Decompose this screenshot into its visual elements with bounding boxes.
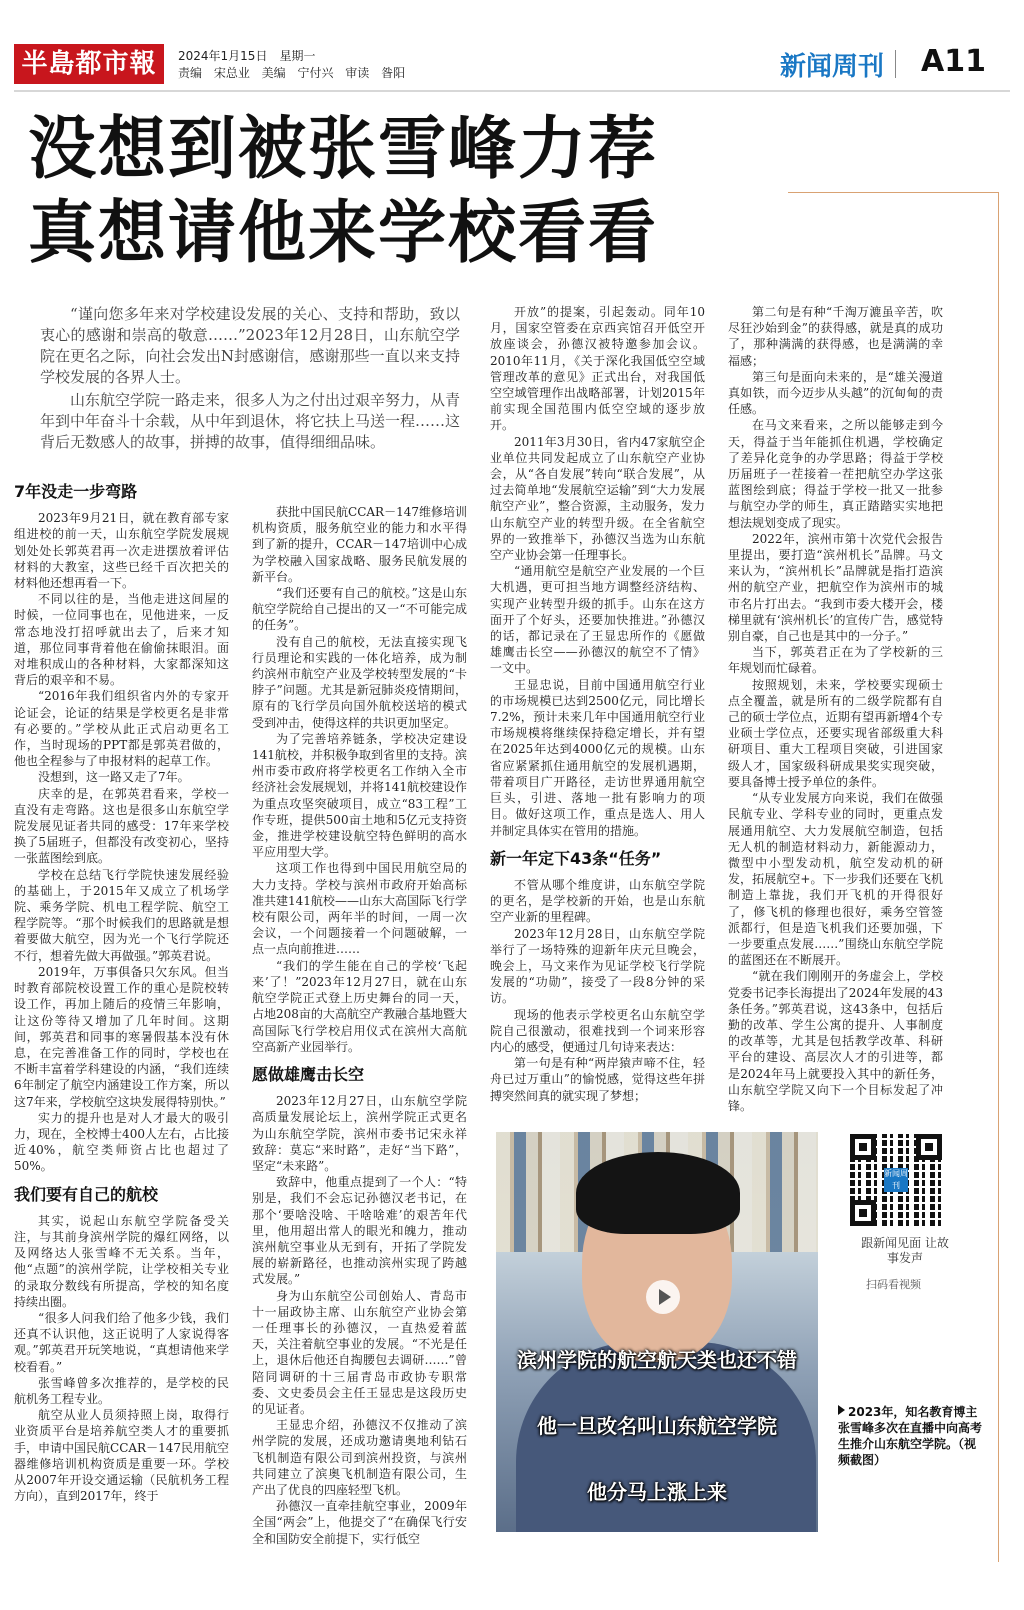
header-divider	[895, 50, 896, 78]
body-paragraph: “很多人问我们给了他多少钱，我们还真不认识他，这正说明了人家说得客观。”郭英君开玩笑地说，“真想请他来学校看看。”	[14, 1310, 229, 1374]
body-paragraph: 王显忠说，目前中国通用航空行业的市场规模已达到2500亿元，同比增长7.2%，预计未来几年中国通用航空行业市场规模将继续保持稳定增长，并有望在2025年达到4000亿元的规模。山东省应紧紧抓住通用航空的发展机遇期，带着项目广开路径，走访世界通用航空巨头，引进、落地一批有影响力的项目。做好这项工作，重点是选人、用人并制定具体实在管用的措施。	[490, 677, 705, 838]
body-paragraph: “2016年我们组织省内外的专家开论证会，论证的结果是学校更名是非常有必要的。”学校从此正式启动更名工作，当时现场的PPT都是郭英君做的，他也全程参与了申报材料的起草工作。	[14, 689, 229, 769]
body-paragraph: 其实，说起山东航空学院备受关注，与其前身滨州学院的爆红网络，以及网络达人张雪峰不无关系。当年，他“点题”的滨州学院，让学校相关专业的录取分数线有所提高，学校的知名度持续出圈。	[14, 1213, 229, 1309]
section-name: 新闻周刊	[779, 52, 884, 82]
subhead: 愿做雄鹰击长空	[252, 1064, 365, 1084]
body-paragraph: 获批中国民航CCAR－147维修培训机构资质，服务航空业的能力和水平得到了新的提升，CCAR－147培训中心成为学校融入国家战略、服务民航发展的新平台。	[252, 505, 467, 584]
caption-text: 2023年，知名教育博主张雪峰多次在直播中向高考生推介山东航空学院。（视频截图）	[838, 1405, 983, 1467]
body-paragraph: 现场的他表示学校更名山东航空学院自己很激动，很难找到一个词来形容内心的感受，便通过几句诗来表达：	[490, 1007, 705, 1054]
photo-caption	[838, 1404, 984, 1468]
video-screenshot	[496, 1132, 818, 1532]
page-number: A11	[921, 44, 986, 79]
body-paragraph: 张雪峰曾多次推荐的，是学校的民航机务工程专业。	[14, 1375, 229, 1406]
body-paragraph: 在马文来看来，之所以能够走到今天，得益于当年能抓住机遇，学校确定了差异化竞争的办学思路；得益于学校历届班子一茬接着一茬把航空办学这张蓝图绘到底；得益于学校一批又一批参与航空办学的师生，真正踏踏实实地把想法规划变成了现实。	[728, 418, 943, 530]
body-paragraph: “通用航空是航空产业发展的一个巨大机遇，更可担当地方调整经济结构、实现产业转型升级的抓手。山东在这方面开了个好头，还要加快推进。”孙德汉的话，都记录在了王显忠所作的《愿做雄鹰击长空——孙德汉的航空不了情》一文中。	[490, 564, 705, 676]
decorative-frame-right	[998, 192, 999, 1562]
body-paragraph: 身为山东航空公司创始人、青岛市十一届政协主席、山东航空产业协会第一任理事长的孙德汉，一直热爱着蓝天，关注着航空事业的发展。“不光是任上，退休后他还自掏腰包去调研……”曾陪同调研的十三届青岛市政协专职常委、文史委员会主任王显忠是这段历史的见证者。	[252, 1288, 467, 1416]
decorative-frame-top	[788, 192, 999, 193]
body-paragraph: 2023年12月28日，山东航空学院举行了一场特殊的迎新年庆元旦晚会，晚会上，马文来作为见证学校飞行学院发展的“功勋”，接受了一段8分钟的采访。	[490, 926, 705, 1006]
lead-paragraph: “谨向您多年来对学校建设发展的关心、支持和帮助，致以衷心的感谢和崇高的敬意……”2023年12月28日，山东航空学院在更名之际，向社会发出N封感谢信，感谢那些一直以来支持学校发展的各界人士。	[40, 305, 460, 386]
video-subtitle: 滨州学院的航空航天类也还不错	[517, 1348, 797, 1372]
body-paragraph: “从专业发展方向来说，我们在做强民航专业、学科专业的同时，更重点发展通用航空、大力发展航空制造，包括无人机的制造材料动力，新能源动力，微型中小型发动机，航空发动机的研发，拓展航空+。下一步我们还要在飞机制造上靠拢，我们开飞机的开得很好了，修飞机的修理也很好，乘务空管签派都行，但是造飞机我们还要加强，下一步要重点发展……”围绕山东航空学院的蓝图还在不断展开。	[728, 791, 943, 968]
body-paragraph: 王显忠介绍，孙德汉不仅推动了滨州学院的发展，还成功邀请奥地利钻石飞机制造有限公司到滨州投资，与滨州共同建立了滨奥飞机制造有限公司，生产出了优良的四座轻型飞机。	[252, 1418, 467, 1497]
body-paragraph: 这项工作也得到中国民用航空局的大力支持。学校与滨州市政府开始高标准共建141航校——山东大高国际飞行学校有限公司，两年半的时间，一周一次会议，一个问题接着一个问题破解，一点一点向前推进……	[252, 861, 467, 957]
qr-logo: 新闻周刊	[884, 1169, 908, 1190]
body-paragraph: 致辞中，他重点提到了一个人：“特别是，我们不会忘记孙德汉老书记，在那个‘要啥没啥、干啥啥难’的艰苦年代里，他用超出常人的眼光和魄力，推动滨州航空事业从无到有，开拓了学院发展的崭新路径，也推动滨州实现了跨越式发展。”	[252, 1175, 467, 1287]
play-icon[interactable]	[646, 1280, 680, 1314]
article-column-1	[14, 484, 229, 1504]
headline-line-1: 没想到被张雪峰力荐	[28, 110, 659, 189]
issue-date: 2024年1月15日 星期一	[178, 49, 316, 63]
headline-line-2: 真想请他来学校看看	[28, 194, 659, 273]
subhead: 7年没走一步弯路	[14, 482, 138, 501]
article-column-4	[728, 304, 943, 1114]
video-subtitle: 他分马上涨上来	[587, 1480, 727, 1504]
subhead: 新一年定下43条“任务”	[490, 848, 662, 868]
body-paragraph: 孙德汉一直牵挂航空事业，2009年全国“两会”上，他提交了“在确保飞行安全和国防安全前提下，实行低空	[252, 1499, 467, 1546]
body-paragraph: 当下，郭英君正在为了学校新的三年规划而忙碌着。	[728, 645, 943, 676]
masthead-logo: 半島都市報	[14, 44, 164, 84]
body-paragraph: 不管从哪个维度讲，山东航空学院的更名，是学校新的开始，也是山东航空产业新的里程碑。	[490, 877, 705, 925]
header-rule	[14, 90, 1010, 92]
body-paragraph: 没有自己的航校，无法直接实现飞行员理论和实践的一体化培养，成为制约滨州市航空产业及学校转型发展的“卡脖子”问题。尤其是新冠肺炎疫情期间，原有的飞行学员向国外航校送培的模式受到冲击，使得这样的共识更加坚定。	[252, 634, 467, 730]
article-column-3	[490, 304, 705, 1104]
person-hair	[576, 1152, 740, 1234]
body-paragraph: 庆幸的是，在郭英君看来，学校一直没有走弯路。这也是很多山东航空学院发展见证者共同的感受：17年来学校换了5届班子，但都没有改变初心，坚持一张蓝图绘到底。	[14, 786, 229, 866]
body-paragraph: 第三句是面向未来的，是“雄关漫道真如铁，而今迈步从头越”的沉甸甸的责任感。	[728, 369, 943, 417]
body-paragraph: 没想到，这一路又走了7年。	[38, 770, 190, 785]
body-paragraph: 不同以往的是，当他走进这间屋的时候，一位同事也在，见他进来，一反常态地没打招呼就出去了，后来才知道，那位同事背着他在偷偷抹眼泪。面对堆积成山的各种材料，大家都深知这背后的艰辛和不易。	[14, 592, 229, 688]
editor-credits: 责编 宋总业 美编 宁付兴 审读 昝阳	[178, 66, 406, 80]
body-paragraph: 2011年3月30日，省内47家航空企业单位共同发起成立了山东航空产业协会，从“各自发展”转向“联合发展”，从过去简单地“发展航空运输”到“大力发展航空产业”，整合资源，主动服务，发力山东航空产业的转型升级。在全省航空界的一致推举下，孙德汉当选为山东航空产业协会第一任理事长。	[490, 434, 705, 563]
body-paragraph: 为了完善培养链条，学校决定建设141航校，并积极争取到省里的支持。滨州市委市政府将学校更名工作纳入全市经济社会发展规划，并将141航校建设作为重点攻坚突破项目，成立“83工程”工作专班，提供500亩土地和5亿元支持资金，推进学校建设航空特色鲜明的高水平应用型大学。	[252, 731, 467, 860]
subhead: 我们要有自己的航校	[14, 1184, 159, 1204]
body-paragraph: “我们的学生能在自己的学校‘飞起来’了！”2023年12月27日，就在山东航空学院正式登上历史舞台的同一天，占地208亩的大高航空产教融合基地暨大高国际飞行学校启用仪式在滨州大高航空高新产业园举行。	[252, 958, 467, 1054]
lead-paragraph: 山东航空学院一路走来，很多人为之付出过艰辛努力，从青年到中年奋斗十余载，从中年到退休，将它扶上马送一程……这背后无数感人的故事，拼搏的故事，值得细细品味。	[40, 391, 461, 451]
body-paragraph: 第二句是有种“千淘万漉虽辛苦，吹尽狂沙始到金”的获得感，就是真的成功了，那种满满的获得感，也是满满的幸福感；	[728, 305, 943, 368]
body-paragraph: 实力的提升也是对人才最大的吸引力，现在，全校博士400人左右，占比接近40%，航空类师资占比也超过了50%。	[14, 1110, 229, 1174]
body-paragraph: 2022年，滨州市第十次党代会报告里提出，要打造“滨州机长”品牌。马文来认为，“滨州机长”品牌就是指打造滨州的航空产业，把航空作为滨州市的城市名片打出去。“我到市委大楼开会，楼梯里就有‘滨州机长’的宣传广告，感觉特别自豪，自己也是其中的一分子。”	[728, 531, 943, 644]
body-paragraph: 2023年9月21日，就在教育部专家组进校的前一天，山东航空学院发展规划处处长郭英君再一次走进摆放着评估材料的大教室，这些已经千百次把关的材料他还想再看一下。	[14, 511, 229, 591]
video-subtitle: 他一旦改名叫山东航空学院	[537, 1414, 777, 1438]
body-paragraph: “我们还要有自己的航校。”这是山东航空学院给自己提出的又一“不可能完成的任务”。	[252, 586, 467, 633]
article-lead	[40, 304, 460, 455]
body-paragraph: 学校在总结飞行学院快速发展经验的基础上，于2015年又成立了机场学院、乘务学院、机电工程学院、航空工程学院等。“那个时候我们的思路就是想着要做大航空，因为光一个飞行学院还不行，想着先做大再做强。”郭英君说。	[14, 867, 229, 963]
body-paragraph: 第一句是有种“两岸猿声啼不住，轻舟已过万重山”的愉悦感，觉得这些年拼搏突然间真的就实现了梦想；	[490, 1056, 705, 1103]
body-paragraph: “就在我们刚刚开的务虚会上，学校党委书记李长海提出了2024年发展的43条任务。”郭英君说，这43条中，包括后勤的改革、学生公寓的提升、人事制度的改革等，尤其是包括教学改革、科研平台的建设、高层次人才的引进等，都是2024年马上就要投入其中的新任务，山东航空学院又向下一个目标发起了冲锋。	[728, 969, 943, 1113]
body-paragraph: 2023年12月27日，山东航空学院高质量发展论坛上，滨州学院正式更名为山东航空学院，滨州市委书记宋永祥致辞：莫忘“来时路”，走好“当下路”，坚定“未来路”。	[252, 1094, 467, 1173]
caption-marker-icon	[838, 1405, 845, 1415]
body-paragraph: 开放”的提案，引起轰动。同年10月，国家空管委在京西宾馆召开低空开放座谈会，孙德汉被特邀参加会议。2010年11月，《关于深化我国低空空域管理改革的意见》正式出台，对我国低空空域管理作出战略部署，计划2015年前实现全国范围内低空空域的逐步放开。	[490, 305, 705, 433]
body-paragraph: 航空从业人员须持照上岗，取得行业资质平台是培养航空类人才的重要抓手，申请中国民航CCAR－147民用航空器维修培训机构资质是重要一环。学校从2007年开设交通运输（民航机务工程方向），直到2017年，终于	[14, 1408, 229, 1504]
article-column-2	[252, 504, 467, 1547]
qr-finder	[916, 1134, 942, 1160]
qr-finder	[850, 1200, 876, 1226]
qr-code-icon[interactable]	[850, 1134, 942, 1226]
qr-finder	[850, 1134, 876, 1160]
qr-caption: 扫码看视频	[866, 1278, 921, 1291]
headline	[28, 108, 728, 276]
body-paragraph: 按照规划，未来，学校要实现硕士点全覆盖，就是所有的二级学院都有自己的硕士学位点，近期有望再新增4个专业硕士学位点，还要实现省部级重大科研项目、重大工程项目突破，引进国家级人才，国家级科研成果奖实现突破，要具备博士授予单位的条件。	[728, 677, 943, 789]
qr-slogan: 跟新闻见面 让故事发声	[861, 1236, 949, 1265]
body-paragraph: 2019年，万事俱备只欠东风。但当时教育部院校设置工作的重心是院校转设工作，再加上随后的疫情三年影响，让这份等待又增加了几年时间。这期间，郭英君和同事的寒暑假基本没有休息，在完善准备工作的同时，学校也在不断丰富着学科建设的内涵，“我们连续6年制定了航空内涵建设工作方案，所以这7年来，学校航空这块发展得特别快。”	[14, 964, 229, 1109]
